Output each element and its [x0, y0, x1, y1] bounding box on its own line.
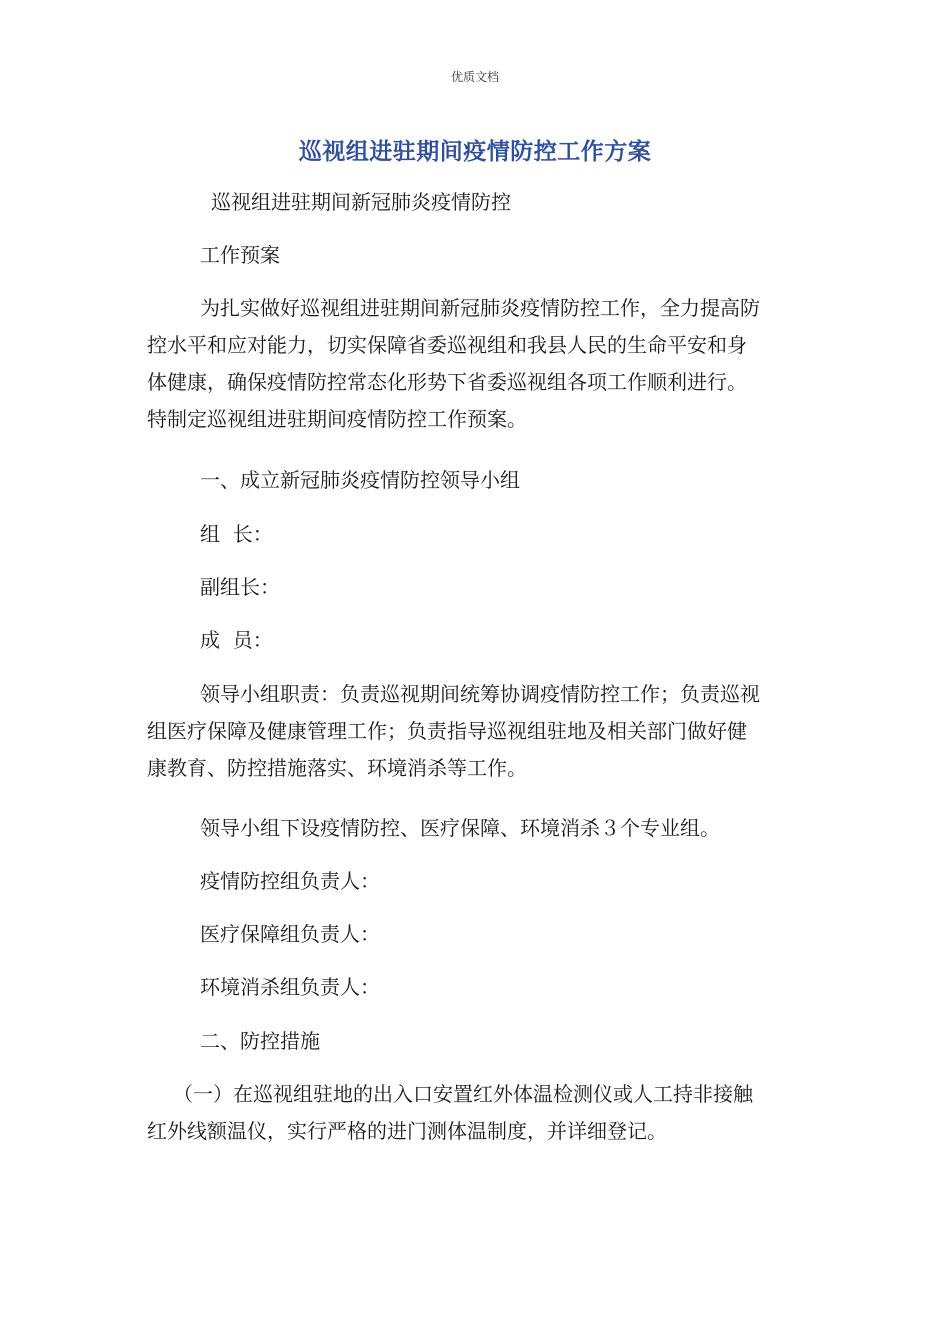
- section1-heading: 一、成立新冠肺炎疫情防控领导小组: [200, 468, 520, 492]
- measure1-line: （一）在巡视组驻地的出入口安置红外体温检测仪或人工持非接触: [173, 1082, 753, 1106]
- intro-line: 为扎实做好巡视组进驻期间新冠肺炎疫情防控工作，全力提高防: [200, 296, 760, 320]
- duties-line: 领导小组职责：负责巡视期间统筹协调疫情防控工作；负责巡视: [200, 682, 760, 706]
- epidemic-lead-label: 疫情防控组负责人：: [200, 869, 380, 893]
- section2-heading: 二、防控措施: [200, 1029, 320, 1053]
- intro-paragraph: [147, 290, 812, 438]
- subtitle-line-1: 巡视组进驻期间新冠肺炎疫情防控: [211, 190, 511, 214]
- measure1-line: 红外线额温仪，实行严格的进门测体温制度，并详细登记。: [147, 1119, 667, 1143]
- members-label: 成 员：: [200, 628, 273, 652]
- duties-line: 康教育、防控措施落实、环境消杀等工作。: [147, 756, 527, 780]
- deputy-label: 副组长：: [200, 575, 280, 599]
- duties-paragraph: [147, 676, 812, 787]
- intro-line: 特制定巡视组进驻期间疫情防控工作预案。: [147, 407, 527, 431]
- subtitle-line-2: 工作预案: [200, 243, 280, 267]
- medical-lead-label: 医疗保障组负责人：: [200, 922, 380, 946]
- document-title: 巡视组进驻期间疫情防控工作方案: [298, 139, 652, 165]
- disinfection-lead-label: 环境消杀组负责人：: [200, 975, 380, 999]
- measure1-paragraph: [147, 1076, 812, 1150]
- intro-line: 体健康，确保疫情防控常态化形势下省委巡视组各项工作顺利进行。: [147, 370, 747, 394]
- subgroups-text: 领导小组下设疫情防控、医疗保障、环境消杀３个专业组。: [200, 816, 720, 840]
- page-header: 优质文档: [450, 70, 499, 84]
- duties-line: 组医疗保障及健康管理工作；负责指导巡视组驻地及相关部门做好健: [147, 719, 747, 743]
- intro-line: 控水平和应对能力，切实保障省委巡视组和我县人民的生命平安和身: [147, 333, 747, 357]
- leader-label: 组 长：: [200, 522, 273, 546]
